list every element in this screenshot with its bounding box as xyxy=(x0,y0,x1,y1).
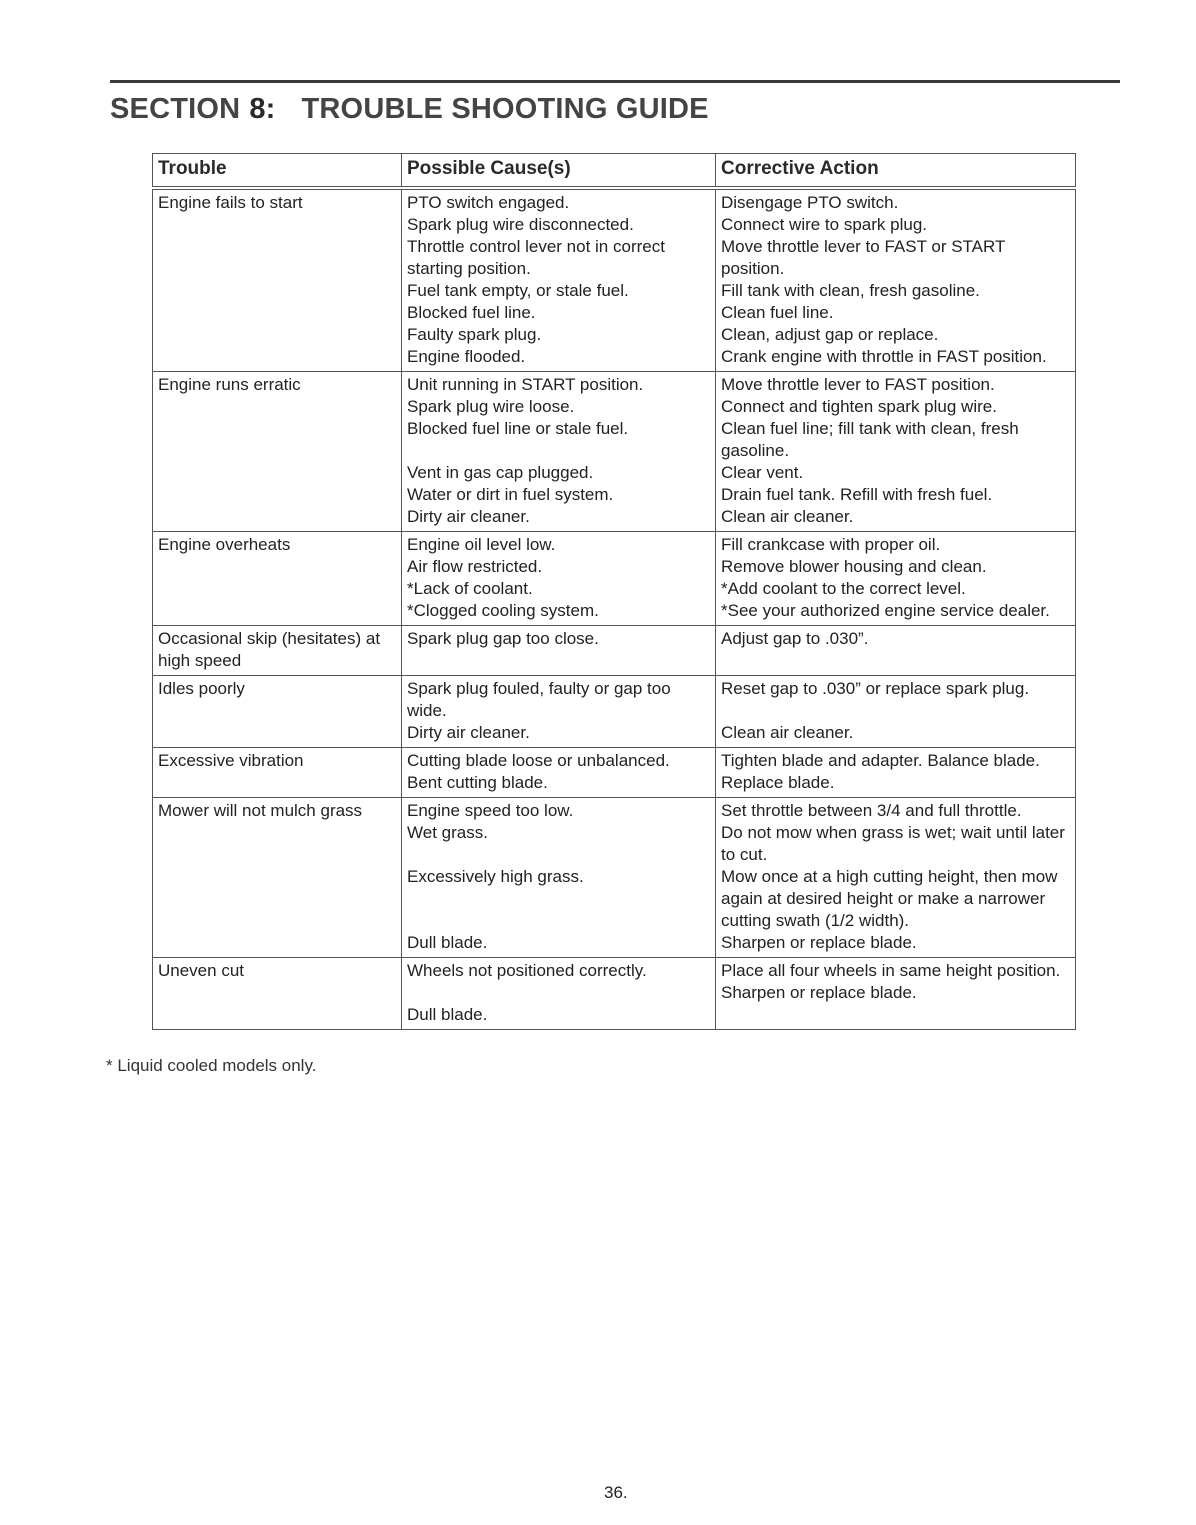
action-line: *Add coolant to the correct level. xyxy=(721,579,966,598)
table-row xyxy=(153,626,1076,676)
section-title xyxy=(110,93,709,126)
action-line: Sharpen or replace blade. xyxy=(721,933,917,952)
action-line: Set throttle between 3/4 and full throttle. xyxy=(721,801,1022,820)
trouble-cell: Mower will not mulch grass xyxy=(153,798,402,958)
action-line: Clean fuel line; fill tank with clean, fresh gasoline. xyxy=(721,419,1019,460)
trouble-cell: Uneven cut xyxy=(153,958,402,1030)
action-line: Drain fuel tank. Refill with fresh fuel. xyxy=(721,485,993,504)
action-line: Reset gap to .030” or replace spark plug. xyxy=(721,679,1030,698)
action-line: Sharpen or replace blade. xyxy=(721,983,917,1002)
spacer xyxy=(407,888,711,910)
action-line: Clean, adjust gap or replace. xyxy=(721,325,939,344)
header-possible-causes: Possible Cause(s) xyxy=(402,154,716,189)
action-line: Disengage PTO switch. xyxy=(721,193,899,212)
cause-line: Faulty spark plug. xyxy=(407,325,542,344)
trouble-cell: Excessive vibration xyxy=(153,748,402,798)
cause-line: Blocked fuel line or stale fuel. xyxy=(407,419,629,438)
spacer xyxy=(407,982,711,1004)
action-line: Tighten blade and adapter. Balance blade. xyxy=(721,751,1040,770)
cause-line: Fuel tank empty, or stale fuel. xyxy=(407,281,629,300)
cause-line: Excessively high grass. xyxy=(407,867,584,886)
cause-line: Wet grass. xyxy=(407,823,488,842)
cause-cell xyxy=(402,626,716,676)
action-cell xyxy=(716,372,1076,532)
table-row xyxy=(153,958,1076,1030)
cause-line: Bent cutting blade. xyxy=(407,773,548,792)
section-number: 8: xyxy=(249,93,276,125)
cause-cell xyxy=(402,676,716,748)
cause-line: Dirty air cleaner. xyxy=(407,723,530,742)
cause-line: Throttle control lever not in correct starting position. xyxy=(407,237,665,278)
cause-line: *Lack of coolant. xyxy=(407,579,533,598)
cause-line: Spark plug wire loose. xyxy=(407,397,575,416)
trouble-cell: Engine overheats xyxy=(153,532,402,626)
table-row xyxy=(153,748,1076,798)
action-cell xyxy=(716,748,1076,798)
action-cell xyxy=(716,676,1076,748)
spacer xyxy=(407,910,711,932)
trouble-cell: Engine fails to start xyxy=(153,188,402,372)
cause-line: *Clogged cooling system. xyxy=(407,601,599,620)
cause-line: PTO switch engaged. xyxy=(407,193,570,212)
top-rule xyxy=(110,80,1120,83)
action-line: Move throttle lever to FAST position. xyxy=(721,375,995,394)
cause-cell xyxy=(402,532,716,626)
spacer xyxy=(721,700,1071,722)
cause-cell xyxy=(402,958,716,1030)
spacer xyxy=(407,844,711,866)
header-corrective-action: Corrective Action xyxy=(716,154,1076,189)
action-line: Place all four wheels in same height position. xyxy=(721,961,1061,980)
cause-cell xyxy=(402,748,716,798)
table-header-row xyxy=(153,154,1076,189)
cause-line: Water or dirt in fuel system. xyxy=(407,485,614,504)
trouble-cell: Occasional skip (hesitates) at high speed xyxy=(153,626,402,676)
footnote: * Liquid cooled models only. xyxy=(106,1056,317,1075)
header-trouble: Trouble xyxy=(153,154,402,189)
trouble-cell: Engine runs erratic xyxy=(153,372,402,532)
table-row xyxy=(153,798,1076,958)
action-line: Crank engine with throttle in FAST position. xyxy=(721,347,1047,366)
cause-line: Engine oil level low. xyxy=(407,535,556,554)
cause-line: Engine flooded. xyxy=(407,347,526,366)
cause-cell xyxy=(402,188,716,372)
cause-cell xyxy=(402,372,716,532)
table-row xyxy=(153,372,1076,532)
action-cell xyxy=(716,188,1076,372)
cause-line: Cutting blade loose or unbalanced. xyxy=(407,751,670,770)
cause-line: Engine speed too low. xyxy=(407,801,574,820)
cause-line: Dirty air cleaner. xyxy=(407,507,530,526)
cause-line: Dull blade. xyxy=(407,933,488,952)
section-heading: TROUBLE SHOOTING GUIDE xyxy=(301,93,709,125)
troubleshooting-table xyxy=(152,153,1076,1030)
action-line: Adjust gap to .030”. xyxy=(721,629,869,648)
action-cell xyxy=(716,958,1076,1030)
action-cell xyxy=(716,626,1076,676)
table-row xyxy=(153,188,1076,372)
page-number: 36. xyxy=(604,1483,628,1502)
cause-line: Unit running in START position. xyxy=(407,375,644,394)
spacer xyxy=(407,440,711,462)
action-line: Mow once at a high cutting height, then mow again at desired height or make a narrower cutting swath (1/2 width). xyxy=(721,867,1058,930)
action-line: Remove blower housing and clean. xyxy=(721,557,987,576)
action-line: Connect and tighten spark plug wire. xyxy=(721,397,997,416)
action-line: Connect wire to spark plug. xyxy=(721,215,927,234)
trouble-cell: Idles poorly xyxy=(153,676,402,748)
cause-cell xyxy=(402,798,716,958)
section-label: SECTION xyxy=(110,93,241,125)
cause-line: Vent in gas cap plugged. xyxy=(407,463,594,482)
cause-line: Air flow restricted. xyxy=(407,557,543,576)
cause-line: Spark plug gap too close. xyxy=(407,629,599,648)
action-line: Clean air cleaner. xyxy=(721,507,854,526)
cause-line: Dull blade. xyxy=(407,1005,488,1024)
action-line: Replace blade. xyxy=(721,773,835,792)
action-line: Clean fuel line. xyxy=(721,303,834,322)
action-line: *See your authorized engine service dealer. xyxy=(721,601,1050,620)
table-row xyxy=(153,676,1076,748)
action-line: Clear vent. xyxy=(721,463,804,482)
action-cell xyxy=(716,532,1076,626)
action-line: Do not mow when grass is wet; wait until later to cut. xyxy=(721,823,1065,864)
action-line: Fill tank with clean, fresh gasoline. xyxy=(721,281,980,300)
cause-line: Blocked fuel line. xyxy=(407,303,536,322)
cause-line: Spark plug fouled, faulty or gap too wide. xyxy=(407,679,671,720)
table-row xyxy=(153,532,1076,626)
action-cell xyxy=(716,798,1076,958)
cause-line: Wheels not positioned correctly. xyxy=(407,961,647,980)
table-body xyxy=(153,188,1076,1030)
cause-line: Spark plug wire disconnected. xyxy=(407,215,634,234)
action-line: Fill crankcase with proper oil. xyxy=(721,535,941,554)
action-line: Clean air cleaner. xyxy=(721,723,854,742)
action-line: Move throttle lever to FAST or START position. xyxy=(721,237,1006,278)
